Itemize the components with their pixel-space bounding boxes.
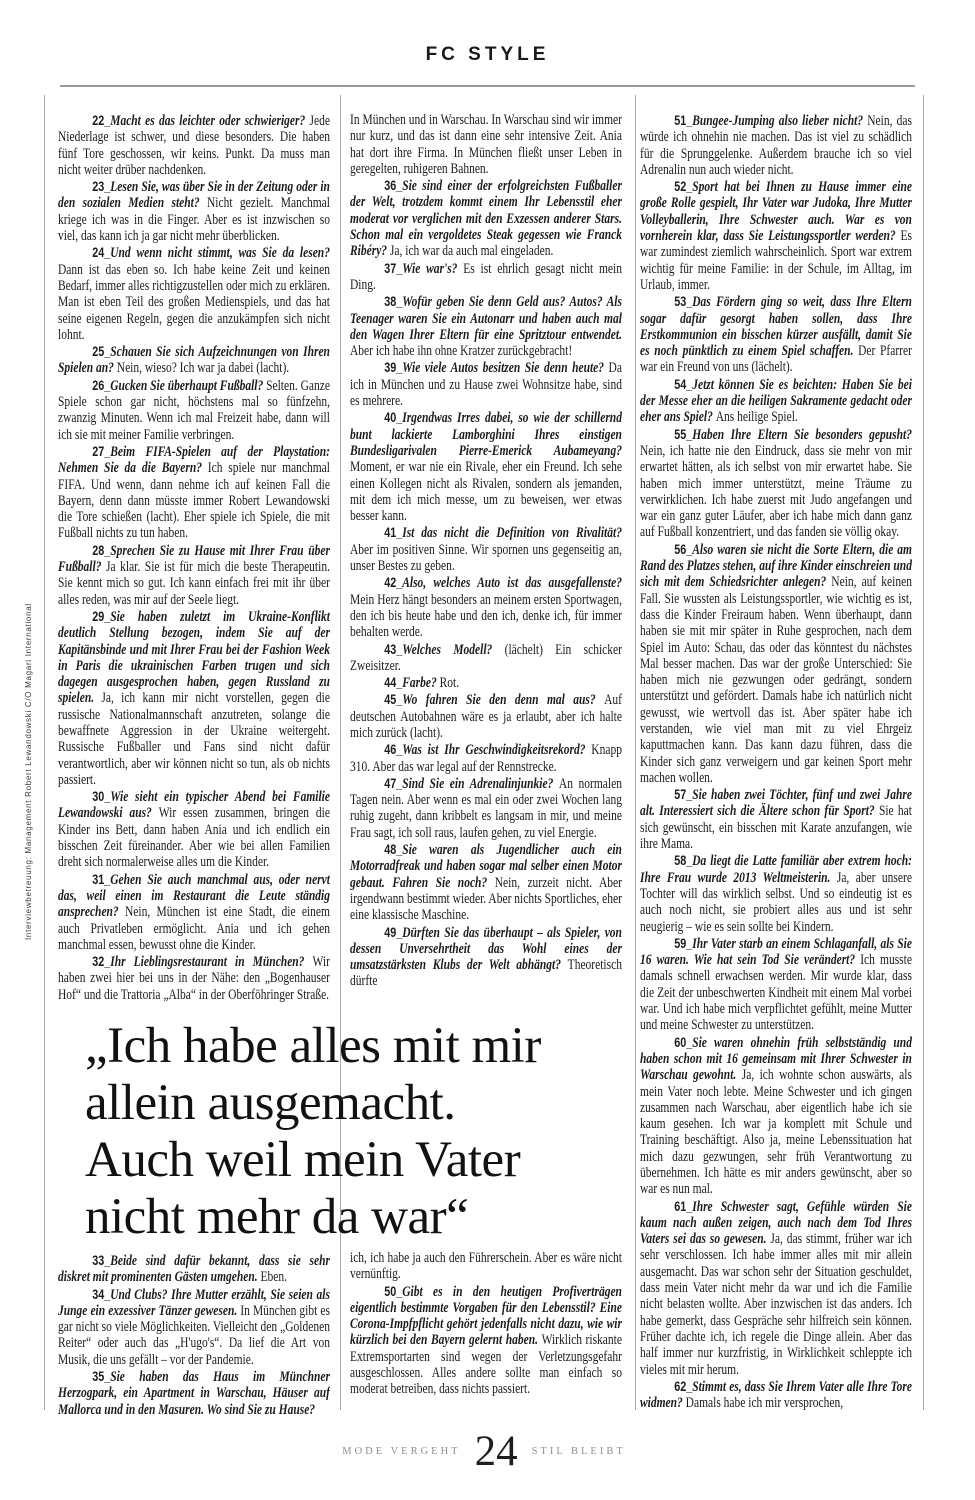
answer-text: Eben. [260, 1269, 288, 1286]
question-number: 48_ [384, 841, 403, 858]
qa-item [350, 691, 622, 741]
question-number: 57_ [674, 786, 693, 803]
answer-text: Theoretisch dürfte [350, 957, 622, 990]
qa-item [58, 377, 330, 443]
question-text: Und Clubs? Ihre Mutter erzählt, Sie seien als Junge ein exzessiver Tänzer gewesen. [58, 1286, 330, 1319]
question-number: 46_ [384, 741, 403, 758]
question-number: 61_ [674, 1197, 693, 1214]
answer-text: Nein, auf keinen Fall. Sie wussten als Leistungssportler, wie wichtig es ist, dass die Kinder Freiraum haben. Wenn überhaupt, dann haben sie mit mir später in Ruhe gesprochen, nach dem Spiel im Auto: Schau, das oder das könntest du nächstes Mal besser machen. Das war der große Unterschied: Sie haben mich nie gezwungen oder gedrängt, sondern unterstützt und gefördert. Damals habe ich natürlich nicht gewusst, wie wertvoll das ist. Aber später habe ich verstanden, wie viel man mit zu viel Ehrgeiz kaputtmachen kann. Das kann dazu führen, dass die Kinder sich ganz verweigern und gar keinen Sport mehr machen wollen. [640, 574, 912, 786]
qa-item [350, 574, 622, 640]
answer-text: Damals habe ich mir versprochen, [685, 1395, 844, 1412]
answer-text: Moment, er war nie ein Rivale, eher ein Freund. Ich sehe einen Kollegen nicht als Rivalen, sondern als jemanden, mit dem ich mich messe, um zu beweisen, wer etwas besser kann. [350, 459, 622, 525]
question-number: 29_ [92, 607, 111, 624]
answer-text: Nein, das würde ich ohnehin nie machen. Das ist viel zu schädlich für die Sprunggelenke. Außerdem brauche ich so viel Adrenalin nun auch wieder nicht. [640, 113, 912, 178]
answer-text: Wirklich riskante Extremsportarten sind wegen der Verletzungsgefahr ausgeschlossen. Alles andere sollte man einfach so moderat betreiben, dass nichts passiert. [350, 1332, 622, 1398]
answer-continuation: In München und in Warschau. In Warschau sind wir immer nur kurz, und das ist dann eine sehr intensive Zeit. Ania hat dort ihre Firma. In München fließt unser Leben in geregelten, ruhigeren Bahnen. [350, 112, 622, 177]
question-number: 42_ [384, 574, 403, 591]
question-text: Also waren sie nicht die Sorte Eltern, die am Rand des Platzes stehen, auf ihre Kinder einschreien und sich mit dem Schiedsrichter anlegen? [640, 541, 912, 591]
question-number: 28_ [92, 541, 111, 558]
question-text: Wie viele Autos besitzen Sie denn heute? [402, 360, 609, 377]
answer-text: Aber im positiven Sinne. Wir spornen uns gegenseitig an, unser Bestes zu geben. [350, 541, 622, 575]
question-text: Sie haben zwei Töchter, fünf und zwei Jahre alt. Interessiert sich die Ältere schon für Sport? [640, 787, 912, 820]
question-number: 41_ [384, 524, 403, 541]
question-number: 30_ [92, 788, 111, 805]
qa-item [350, 409, 622, 524]
answer-text: Ja, ich kann mir nicht vorstellen, gegen die russische Nationalmannschaft anzutreten, solange die bewaffnete Aggression in der Ukraine weitergeht. Russische Fußballer und Fans sind nicht dafür verantwortlich, aber wir können nicht so tun, als ob nichts passiert. [58, 690, 330, 788]
qa-item [58, 953, 330, 1003]
qa-item [640, 1034, 912, 1198]
question-text: Wofür geben Sie denn Geld aus? Autos? Als Teenager waren Sie ein Autonarr und haben auch mal den Wagen Ihrer Eltern für eine Spritztour entwendet. [350, 294, 622, 343]
question-number: 35_ [92, 1368, 111, 1385]
question-number: 55_ [674, 425, 693, 442]
qa-item [640, 935, 912, 1034]
question-number: 34_ [92, 1285, 111, 1302]
question-text: Gehen Sie auch manchmal aus, oder nervt das, weil einen im Restaurant die Leute ständig ansprechen? [58, 871, 330, 921]
answer-text: Jede Niederlage ist schwer, und diese besonders. Die haben fünf Tore geschossen, wir keins. Punkt. Da muss man nicht weiter drüber nachdenken. [58, 113, 330, 178]
qa-item [58, 1286, 330, 1368]
qa-item [58, 443, 330, 542]
question-text: Das Fördern ging so weit, dass Ihre Eltern sogar dafür gesorgt haben sollen, dass Ihre Erstkommunion ein bisschen kürzer ausfällt, damit Sie es noch pünktlich zu einem Spiel schaffen. [640, 294, 912, 360]
question-text: Ihr Vater starb an einem Schlaganfall, als Sie 16 waren. Wie hat sein Tod Sie verändert? [640, 935, 912, 969]
question-number: 56_ [674, 540, 693, 557]
footer-left-label: MODE VERGEHT [342, 1446, 461, 1457]
qa-item [58, 788, 330, 870]
answer-text: Ja, das stimmt, früher war ich sehr verschlossen. Ich habe immer alles mit mir allein ausgemacht. Das war schon sehr der Situation geschuldet, dass mein Vater nicht mehr da war und ich die Familie nicht belasten wollte. Aber inzwischen ist das anders. Ich habe gemerkt, dass Gespräche sehr hilfreich sein können. Früher dachte ich, ich regele die Dinge allein. Aber das half immer nur kurzfristig, in Wirklichkeit schleppte ich vieles mit mir herum. [640, 1231, 912, 1378]
qa-item [350, 359, 622, 409]
answer-text: Ja, aber unsere Tochter will das wirklich selbst. Und so eindeutig ist es auch noch nicht, sie probiert alles aus und ist sehr neugierig – wie es sein sollte bei Kindern. [640, 869, 912, 935]
answer-text: Nein, ich hatte nie den Eindruck, dass sie mehr von mir erwartet hätten, als ich selbst von mir erwartet habe. Sie haben mich immer unterstützt, meine Träume zu verwirklichen. Ich habe zuerst mit Judo angefangen und war ein ganz guter Läufer, aber ich habe mich dann ganz auf Fußball konzentriert, und das fanden sie völlig okay. [640, 442, 912, 541]
question-number: 54_ [674, 375, 693, 392]
qa-item [58, 343, 330, 377]
question-text: Gibt es in den heutigen Profiverträgen eigentlich bestimmte Vorgaben für den Lebensstil? Eine Corona-Impfpflicht gehört jedenfalls nicht dazu, wie wir kürzlich bei den Bayern gelernt haben. [350, 1283, 622, 1349]
question-text: Beim FIFA-Spielen auf der Playstation: Nehmen Sie da die Bayern? [58, 443, 330, 477]
question-number: 25_ [92, 343, 111, 360]
question-number: 32_ [92, 953, 111, 970]
question-text: Sind Sie ein Adrenalinjunkie? [402, 775, 559, 792]
question-number: 39_ [384, 359, 403, 376]
footer-right-label: STIL BLEIBT [531, 1446, 626, 1457]
question-text: Macht es das leichter oder schwieriger? [110, 113, 310, 129]
question-number: 58_ [674, 852, 693, 869]
interview-column-1-top [58, 112, 330, 1020]
question-number: 60_ [674, 1033, 693, 1050]
footer-page-number: 24 [474, 1428, 518, 1475]
question-text: Sie waren als Jugendlicher auch ein Motorradfreak und haben sogar mal selber einen Motor gebaut. Fahren Sie noch? [350, 842, 622, 891]
qa-item [350, 293, 622, 359]
question-number: 59_ [674, 934, 693, 951]
question-text: Sie haben das Haus im Münchner Herzogpark, ein Apartment in Warschau, Häuser auf Mallorca und in den Masuren. Wo sind Sie zu Hause? [58, 1369, 330, 1418]
question-number: 44_ [384, 674, 403, 691]
question-text: Dürften Sie das überhaupt – als Spieler, von dessen Unversehrtheit das Wohl eines der umsatzstärksten Klubs der Welt abhängt? [350, 924, 622, 974]
question-text: Sie haben zuletzt im Ukraine-Konflikt deutlich Stellung bezogen, indem Sie auf der Kapitänsbinde und mit Ihrer Frau bei der Fashion Week in Paris die ukrainischen Farben trugen und sich dagegen ausgesprochen haben, gegen Russland zu spielen. [58, 608, 330, 707]
qa-item [58, 244, 330, 343]
answer-text: Wir haben zwei hier bei uns in der Nähe: den „Bogenhauser Hof“ und die Trattoria „Alba“ in der Oberföhringer Straße. [58, 954, 330, 1003]
question-number: 24_ [92, 244, 111, 261]
answer-text: Nein, München ist eine Stadt, die einem auch Privatleben ermöglicht. Ania und ich gehen manchmal essen, bewusst ohne die Kinder. [58, 904, 330, 953]
qa-item [350, 924, 622, 990]
question-text: Ihr Lieblingsrestaurant in München? [110, 954, 313, 971]
answer-text: (lächelt) Ein schicker Zweisitzer. [350, 641, 622, 674]
qa-item [640, 112, 912, 178]
qa-item [640, 541, 912, 786]
question-number: 40_ [384, 409, 403, 426]
qa-item [640, 1378, 912, 1412]
qa-item [350, 524, 622, 574]
question-text: Sprechen Sie zu Hause mit Ihrer Frau über Fußball? [58, 542, 330, 576]
qa-item [58, 608, 330, 788]
pull-quote-line: allein ausgemacht. [85, 1075, 456, 1131]
qa-item [350, 775, 622, 841]
question-text: Wie sieht ein typischer Abend bei Familie Lewandowski aus? [58, 789, 330, 822]
answer-text: Ich spiele nur manchmal FIFA. Und wenn, dann nehme ich auf keinen Fall die Bayern, denn dann müsste immer Robert Lewandowski die Tore schießen (lacht). Eher spiele ich Spiele, die mit Fußball nichts zu tun haben. [58, 460, 330, 542]
question-text: Bungee-Jumping also lieber nicht? [692, 113, 868, 129]
answer-text: Dann ist das eben so. Ich habe keine Zeit und keinen Bedarf, immer alles richtigzustellen oder mich zu erklären. Man ist eben Teil des großen Medienspiels, und das hat seine eigenen Regeln, gegen die anzukämpfen sich nicht lohnt. [58, 261, 330, 343]
answer-text: Wir essen zusammen, bringen die Kinder ins Bett, dann haben Ania und ich endlich ein bisschen Zeit füreinander. Aber wie bei allen Familien dreht sich normalerweise alles um die Kinder. [58, 805, 330, 871]
qa-item [58, 871, 330, 953]
column-rule-right [923, 95, 924, 1410]
question-text: Haben Ihre Eltern Sie besonders gepusht? [692, 426, 912, 443]
answer-text: In München gibt es gar nicht so viele Möglichkeiten. Vielleicht den „Goldenen Reiter“ oder auch das „H'ugo's“. Da lief die Art von Musik, die uns gefällt – vor der Pandemie. [58, 1302, 330, 1368]
question-number: 52_ [674, 178, 693, 195]
question-text: Also, welches Auto ist das ausgefallenste? [402, 575, 622, 592]
question-number: 37_ [384, 259, 403, 276]
question-number: 47_ [384, 774, 403, 791]
qa-item [350, 674, 622, 691]
qa-item [640, 1198, 912, 1378]
question-text: Beide sind dafür bekannt, dass sie sehr diskret mit prominenten Gästen umgehen. [58, 1253, 330, 1286]
answer-text: An normalen Tagen nein. Aber wenn es mal ein oder zwei Wochen lang ruhig zugeht, dann kribbelt es langsam in mir, und meine Frau sagt, ich soll raus, laufen gehen, zu viel Energie. [350, 775, 622, 841]
page-footer [0, 1430, 968, 1473]
question-text: Welches Modell? [402, 641, 505, 658]
interview-column-3 [640, 112, 912, 1444]
qa-item [58, 1368, 330, 1418]
qa-item [640, 376, 912, 426]
interview-column-1-bottom [58, 1252, 330, 1438]
answer-text: Sie hat sich gewünscht, ein bisschen mit Karate anzufangen, wie ihre Mama. [640, 803, 912, 853]
qa-item [58, 542, 330, 608]
question-text: Wo fahren Sie den denn mal aus? [402, 692, 605, 709]
question-number: 45_ [384, 691, 403, 708]
qa-item [640, 293, 912, 375]
answer-text: Auf deutschen Autobahnen wäre es ja erlaubt, aber ich halte mich zurück (lacht). [350, 692, 622, 741]
answer-text: Nicht gezielt. Manchmal kriege ich was in die Finger. Aber es ist inzwischen so viel, das kann ich ja gar nicht mehr überblicken. [58, 195, 330, 245]
question-number: 31_ [92, 870, 111, 887]
qa-item [640, 786, 912, 852]
page-title: FC STYLE [425, 44, 550, 65]
question-text: Farbe? [402, 675, 440, 692]
qa-item [58, 178, 330, 244]
pull-quote [85, 1018, 645, 1253]
qa-item [350, 641, 622, 675]
answer-text: Ich musste damals schnell erwachsen werden. Mir wurde klar, dass die Zeit der unbeschwerten Kindheit mit einem Mal vorbei war. Und ich habe mich verpflichtet gefühlt, meine Mutter und meine Schwester zu unterstützen. [640, 952, 912, 1034]
answer-text: Es ist ehrlich gesagt nicht mein Ding. [350, 260, 622, 293]
qa-item [640, 178, 912, 293]
column-rule-left [44, 95, 45, 1410]
header-rule [60, 85, 915, 87]
question-text: Jetzt können Sie es beichten: Haben Sie bei der Messe eher an die heiligen Sakramente gedacht oder eher ans Spiel? [640, 376, 912, 426]
question-number: 27_ [92, 442, 111, 459]
question-text: Ist das nicht die Definition von Rivalität? [402, 525, 622, 542]
qa-item [350, 741, 622, 775]
question-text: Stimmt es, dass Sie Ihrem Vater alle Ihre Tore widmen? [640, 1378, 912, 1412]
answer-text: Mein Herz hängt besonders an meinem ersten Sportwagen, den ich bis heute habe und den ich, denke ich, für immer behalten werde. [350, 591, 622, 641]
answer-text: Ja klar. Sie ist für mich die beste Therapeutin. Sie kennt mich so gut. Ich kann einfach frei mit ihr über alles reden, was mir auf der Seele liegt. [58, 559, 330, 608]
pull-quote-line: Auch weil mein Vater [85, 1132, 521, 1188]
question-text: Sport hat bei Ihnen zu Hause immer eine große Rolle gespielt, Ihr Vater war Judoka, Ihre Mutter Volleyballerin, Ihre Schwester auch. War es von vornherein klar, dass Sie Leistungssportler werden? [640, 179, 912, 245]
question-number: 49_ [384, 923, 403, 940]
qa-item [350, 260, 622, 294]
question-text: Gucken Sie überhaupt Fußball? [110, 377, 267, 394]
qa-item [640, 426, 912, 541]
question-text: Irgendwas Irres dabei, so wie der schillernd bunt lackierte Lamborghini Ihres einstigen Bundesligarivalen Pierre-Emerick Aubameyang? [350, 410, 622, 459]
interview-column-2-top [350, 112, 622, 1020]
answer-text: Nein, wieso? Ich war ja dabei (lacht). [116, 360, 290, 377]
qa-item [58, 1252, 330, 1286]
question-number: 36_ [384, 177, 403, 194]
pull-quote-line: nicht mehr da war“ [85, 1189, 469, 1245]
answer-continuation: ich, ich habe ja auch den Führerschein. Aber es wäre nicht vernünftig. [350, 1250, 622, 1283]
qa-item [58, 112, 330, 178]
answer-text: Rot. [439, 675, 460, 692]
question-text: Sie sind einer der erfolgreichsten Fußballer der Welt, trotzdem kommt einem Ihr Lebensstil eher moderat vor verglichen mit den Exzessen anderer Stars. Schon mal ein vergoldetes Steak gegessen wie Franck Ribéry? [350, 178, 622, 260]
question-text: Sie waren ohnehin früh selbstständig und haben schon mit 16 gemeinsam mit Ihrer Schwester in Warschau gewohnt. [640, 1034, 912, 1084]
answer-text: Es war zumindest ziemlich wahrscheinlich. Sport war extrem wichtig für meine Familie: in der Schule, im Alltag, im Urlaub, immer. [640, 228, 912, 293]
answer-text: Da ich in München und zu Hause zwei Wohnsitze habe, sind es mehrere. [350, 360, 622, 410]
question-number: 38_ [384, 293, 403, 310]
question-number: 53_ [674, 293, 693, 310]
answer-text: Der Pfarrer war ein Freund von uns (lächelt). [640, 343, 912, 376]
question-text: Ihre Schwester sagt, Gefühle würden Sie kaum nach außen zeigen, auch nach dem Tod Ihres Vaters sei das so gewesen. [640, 1198, 912, 1248]
qa-item [640, 852, 912, 934]
question-number: 26_ [92, 376, 111, 393]
interview-credit-vertical: Interviewbetreuung: Management Robert Lewandowski C/O Magari International [24, 603, 33, 940]
answer-text: Ja, ich wohnte schon auswärts, als mein Vater noch lebte. Meine Schwester und ich gingen zusammen nach Warschau, aber eigentlich habe ich sie kaum gesehen. Ich war ja komplett mit Schule und Training beschäftigt. Also ja, meine Lebenssituation hat mich dazu gezwungen, sehr früh Verantwortung zu übernehmen. Ich hätte es mir anders gewünscht, aber so war es nun mal. [640, 1067, 912, 1198]
question-number: 51_ [674, 112, 693, 128]
question-text: Was ist Ihr Geschwindigkeitsrekord? [402, 742, 592, 759]
answer-text: Aber ich habe ihn ohne Kratzer zurückgebracht! [350, 343, 573, 360]
question-number: 22_ [92, 112, 111, 128]
qa-item [350, 1283, 622, 1398]
question-number: 33_ [92, 1252, 111, 1268]
qa-item [350, 177, 622, 259]
question-number: 62_ [674, 1377, 693, 1394]
answer-text: Nein, zurzeit nicht. Aber irgendwann bestimmt wieder. Aber nichts Sportliches, eher eine klassische Maschine. [350, 874, 622, 924]
question-text: Da liegt die Latte familiär aber extrem hoch: Ihre Frau wurde 2013 Weltmeisterin. [640, 853, 912, 886]
interview-column-2-bottom [350, 1250, 622, 1442]
answer-text: Knapp 310. Aber das war legal auf der Rennstrecke. [350, 742, 622, 775]
question-text: Und wenn nicht stimmt, was Sie da lesen? [110, 245, 330, 262]
question-text: Lesen Sie, was über Sie in der Zeitung oder in den sozialen Medien steht? [58, 179, 330, 212]
question-number: 23_ [92, 178, 111, 195]
answer-text: Selten. Ganze Spiele schon gar nicht, höchstens mal so fünfzehn, zwanzig Minuten. Wenn ich mal Freizeit habe, dann will ich sie mit meiner Familie verbringen. [58, 377, 330, 443]
question-number: 43_ [384, 640, 403, 657]
pull-quote-line: „Ich habe alles mit mir [85, 1018, 541, 1074]
question-text: Wie war's? [402, 260, 464, 277]
answer-text: Ja, ich war da auch mal eingeladen. [389, 243, 554, 260]
answer-text: Ans heilige Spiel. [715, 409, 798, 426]
qa-item [350, 841, 622, 923]
question-text: Schauen Sie sich Aufzeichnungen von Ihren Spielen an? [58, 344, 330, 377]
question-number: 50_ [384, 1282, 403, 1299]
